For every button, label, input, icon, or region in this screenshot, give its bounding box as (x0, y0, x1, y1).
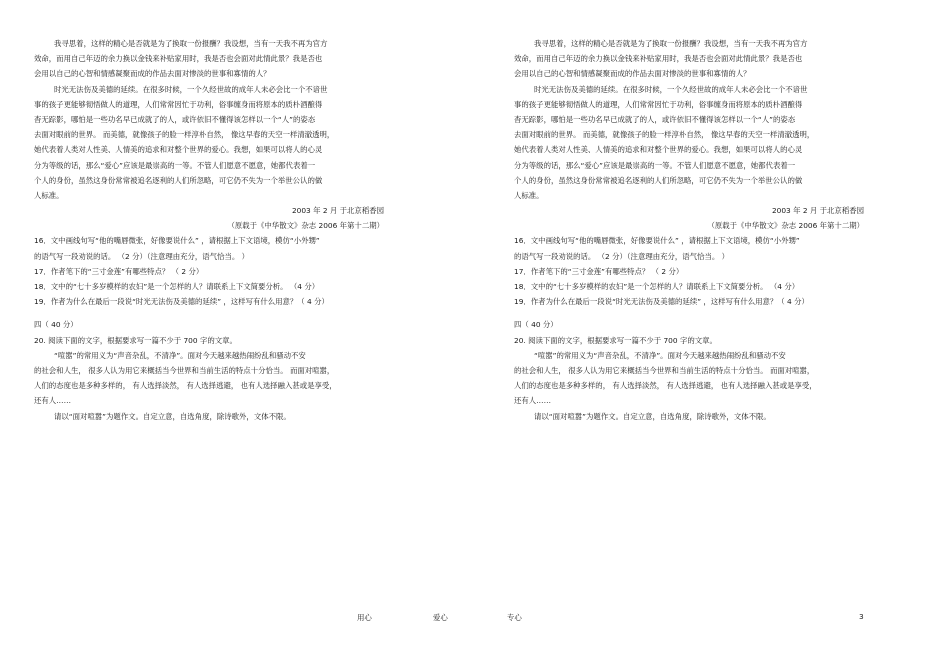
text-line: 还有人…… (514, 396, 551, 406)
text-line: 杳无踪影，哪怕是一些功名早已成就了的人，或许依旧不懂得该怎样以一个“人”的姿态 (34, 114, 316, 124)
text-line: 她代表着人类对人性美、人情美的追求和对整个世界的爱心。我想，如果可以将人的心灵 (514, 145, 803, 155)
text-line (34, 309, 394, 317)
text-line: 18．文中的“七十多岁模样的农妇”是一个怎样的人？请联系上下文简要分析。 （4 分） (514, 282, 800, 291)
text-line: 她代表着人类对人性美、人情美的追求和对整个世界的爱心。我想，如果可以将人的心灵 (34, 145, 323, 155)
text-line: 去面对眼前的世界。 而美德，就像孩子的脸一样淳朴自然， 像这早春的天空一样清澈透明， (34, 130, 335, 140)
page-footer (0, 608, 950, 628)
text-line: 还有人…… (34, 396, 71, 406)
text-line: “喧嚣”的常用义为“声音杂乱，不清净”。面对今天越来越热闹纷乱和骚动不安 (54, 350, 306, 360)
signature-line: （原载于《中华散文》杂志 2006 年第十二期） (227, 221, 384, 231)
footer-motto-1: 用心 (357, 613, 372, 622)
footer-motto-3: 专心 (507, 613, 522, 622)
text-line: 效命，而用自己年迈的余力换以金钱来补贴家用时，我是否也会面对此情此景？我是否也 (514, 54, 803, 64)
text-line: 19．作者为什么在最后一段说“时光无法伤及美德的延续” ，这样写有什么用意？（ 4 分） (34, 297, 329, 307)
text-line: 事的孩子更能够彻悟做人的道理，人们常常因忙于功利，俗事缠身而将原本的质朴酒酿得 (34, 99, 323, 109)
text-line: 四（ 40 分） (34, 320, 78, 330)
page-number: 3 (859, 612, 864, 621)
text-line: 16．文中画线句写“他的嘴唇微张，好像要说什么” ，请根据上下文语境，模仿“小外甥” (514, 236, 800, 246)
text-line: 18．文中的“七十多岁模样的农妇”是一个怎样的人？请联系上下文简要分析。 （4 分） (34, 282, 320, 291)
text-line: 时光无法伤及美德的延续。在很多时候，一个久经世故的成年人未必会比一个不谙世 (54, 84, 328, 94)
text-line: 的语气写一段劝说的话。 （2 分）（注意理由充分，语气恰当。 ） (514, 251, 729, 261)
text-line: 19．作者为什么在最后一段说“时光无法伤及美德的延续” ，这样写有什么用意？（ 4 分） (514, 297, 809, 307)
footer-motto-2: 爱心 (433, 613, 448, 622)
text-line: 我寻思着，这样的精心是否就是为了换取一份报酬？我设想，当有一天我不再为官方 (534, 39, 808, 48)
text-line: 会用以自己的心智和情感凝聚而成的作品去面对惨淡的世事和寡情的人？ (34, 69, 271, 79)
text-line: 的社会和人生， 很多人认为用它来概括当今世界和当前生活的特点十分恰当。 而面对喧嚣， (34, 365, 335, 375)
right-column (514, 36, 874, 424)
text-line: “喧嚣”的常用义为“声音杂乱，不清净”。面对今天越来越热闹纷乱和骚动不安 (534, 350, 786, 360)
text-line: 去面对眼前的世界。 而美德，就像孩子的脸一样淳朴自然， 像这早春的天空一样清澈透明， (514, 130, 815, 140)
text-line: 时光无法伤及美德的延续。在很多时候，一个久经世故的成年人未必会比一个不谙世 (534, 84, 808, 94)
text-line: 17．作者笔下的“三寸金莲”有哪些特点？ （ 2 分） (514, 266, 684, 276)
text-line: 分为等级的话，那么“爱心”应该是最崇高的一等。不管人们愿意不愿意，她都代表着一 (34, 160, 316, 170)
signature-line: （原载于《中华散文》杂志 2006 年第十二期） (707, 221, 864, 231)
left-column (34, 36, 394, 424)
text-line: 人标准。 (514, 190, 544, 200)
text-line: 四（ 40 分） (514, 320, 558, 330)
text-line: 杳无踪影，哪怕是一些功名早已成就了的人，或许依旧不懂得该怎样以一个“人”的姿态 (514, 114, 796, 124)
signature-line: 2003 年 2 月 于北京稻香园 (771, 206, 864, 216)
text-line (514, 309, 874, 317)
text-line: 请以“面对喧嚣”为题作文。自定立意，自选角度，除诗歌外，文体不限。 (534, 411, 771, 421)
signature-line: 2003 年 2 月 于北京稻香园 (291, 206, 384, 216)
text-line: 个人的身份，虽然这身份常常被追名逐利的人们所忽略，可它仍不失为一个举世公认的做 (34, 175, 323, 185)
text-line: 人们的态度也是多种多样的， 有人选择淡然， 有人选择逃避， 也有人选择融入甚或是享受， (514, 381, 817, 391)
text-line: 效命，而用自己年迈的余力换以金钱来补贴家用时，我是否也会面对此情此景？我是否也 (34, 54, 323, 64)
text-line: 事的孩子更能够彻悟做人的道理，人们常常因忙于功利，俗事缠身而将原本的质朴酒酿得 (514, 99, 803, 109)
text-line: 17．作者笔下的“三寸金莲”有哪些特点？ （ 2 分） (34, 266, 204, 276)
text-line: 会用以自己的心智和情感凝聚而成的作品去面对惨淡的世事和寡情的人？ (514, 69, 751, 79)
text-line: 20. 阅读下面的文字，根据要求写一篇不少于 700 字的文章。 (34, 335, 237, 345)
text-line: 20. 阅读下面的文字，根据要求写一篇不少于 700 字的文章。 (514, 335, 717, 345)
text-line: 个人的身份，虽然这身份常常被追名逐利的人们所忽略，可它仍不失为一个举世公认的做 (514, 175, 803, 185)
text-line: 的语气写一段劝说的话。 （2 分）（注意理由充分，语气恰当。 ） (34, 251, 249, 261)
text-line: 16．文中画线句写“他的嘴唇微张，好像要说什么” ，请根据上下文语境，模仿“小外甥” (34, 236, 320, 246)
text-line: 的社会和人生， 很多人认为用它来概括当今世界和当前生活的特点十分恰当。 而面对喧嚣， (514, 365, 815, 375)
text-line: 分为等级的话，那么“爱心”应该是最崇高的一等。不管人们愿意不愿意，她都代表着一 (514, 160, 796, 170)
text-line: 人们的态度也是多种多样的， 有人选择淡然， 有人选择逃避， 也有人选择融入甚或是享受， (34, 381, 337, 391)
text-line: 我寻思着，这样的精心是否就是为了换取一份报酬？我设想，当有一天我不再为官方 (54, 39, 328, 48)
text-line: 请以“面对喧嚣”为题作文。自定立意，自选角度，除诗歌外，文体不限。 (54, 411, 291, 421)
text-line: 人标准。 (34, 190, 64, 200)
